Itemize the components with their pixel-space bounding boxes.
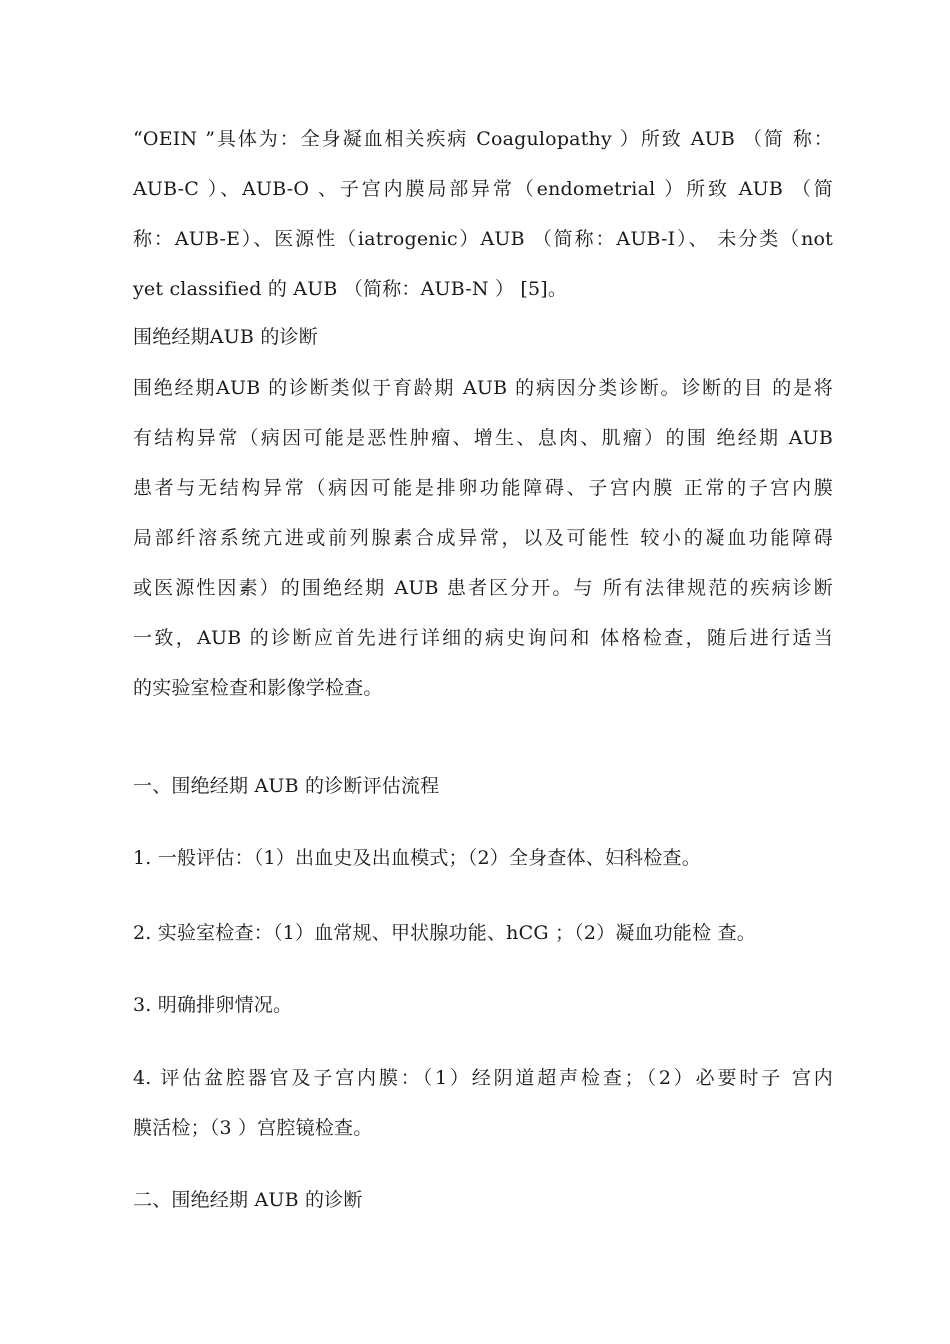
body-line-7: 的实验室检查和影像学检查。 bbox=[133, 677, 383, 699]
heading-diagnosis: 二、围绝经期 AUB 的诊断 bbox=[133, 1189, 363, 1211]
body-line-5: 或医源性因素）的围绝经期 AUB 患者区分开。与 所有法律规范的疾病诊断 bbox=[133, 577, 833, 599]
step-4-line-2: 膜活检；（3 ）宫腔镜检查。 bbox=[133, 1117, 373, 1139]
section-title: 围绝经期AUB 的诊断 bbox=[133, 326, 318, 348]
heading-diagnosis-process: 一、围绝经期 AUB 的诊断评估流程 bbox=[133, 775, 440, 797]
body-line-2: 有结构异常（病因可能是恶性肿瘤、增生、息肉、肌瘤）的围 绝经期 AUB bbox=[133, 427, 833, 449]
step-2: 2. 实验室检查：（1）血常规、甲状腺功能、hCG ；（2）凝血功能检 查。 bbox=[133, 922, 756, 944]
intro-line-4: yet classified 的 AUB （简称：AUB-N ） [5]。 bbox=[133, 278, 568, 300]
intro-line-1: “OEIN ”具体为：全身凝血相关疾病 Coagulopathy ）所致 AUB （简 称： bbox=[133, 128, 833, 150]
step-3: 3. 明确排卵情况。 bbox=[133, 994, 293, 1016]
step-4-line-1: 4. 评估盆腔器官及子宫内膜：（1）经阴道超声检查；（2）必要时子 宫内 bbox=[133, 1067, 833, 1089]
body-line-4: 局部纤溶系统亢进或前列腺素合成异常，以及可能性 较小的凝血功能障碍 bbox=[133, 527, 833, 549]
step-1: 1. 一般评估：（1）出血史及出血模式；（2）全身查体、妇科检查。 bbox=[133, 847, 701, 869]
body-line-3: 患者与无结构异常（病因可能是排卵功能障碍、子宫内膜 正常的子宫内膜 bbox=[133, 477, 833, 499]
body-line-1: 围绝经期AUB 的诊断类似于育龄期 AUB 的病因分类诊断。诊断的目 的是将 bbox=[133, 377, 833, 399]
intro-line-2: AUB-C ）、AUB-O 、子宫内膜局部异常（endometrial ）所致 AUB （简 bbox=[133, 178, 833, 200]
intro-line-3: 称：AUB-E）、医源性（iatrogenic）AUB （简称：AUB-I）、 未分类（not bbox=[133, 228, 833, 250]
body-line-6: 一致，AUB 的诊断应首先进行详细的病史询问和 体格检查，随后进行适当 bbox=[133, 627, 833, 649]
